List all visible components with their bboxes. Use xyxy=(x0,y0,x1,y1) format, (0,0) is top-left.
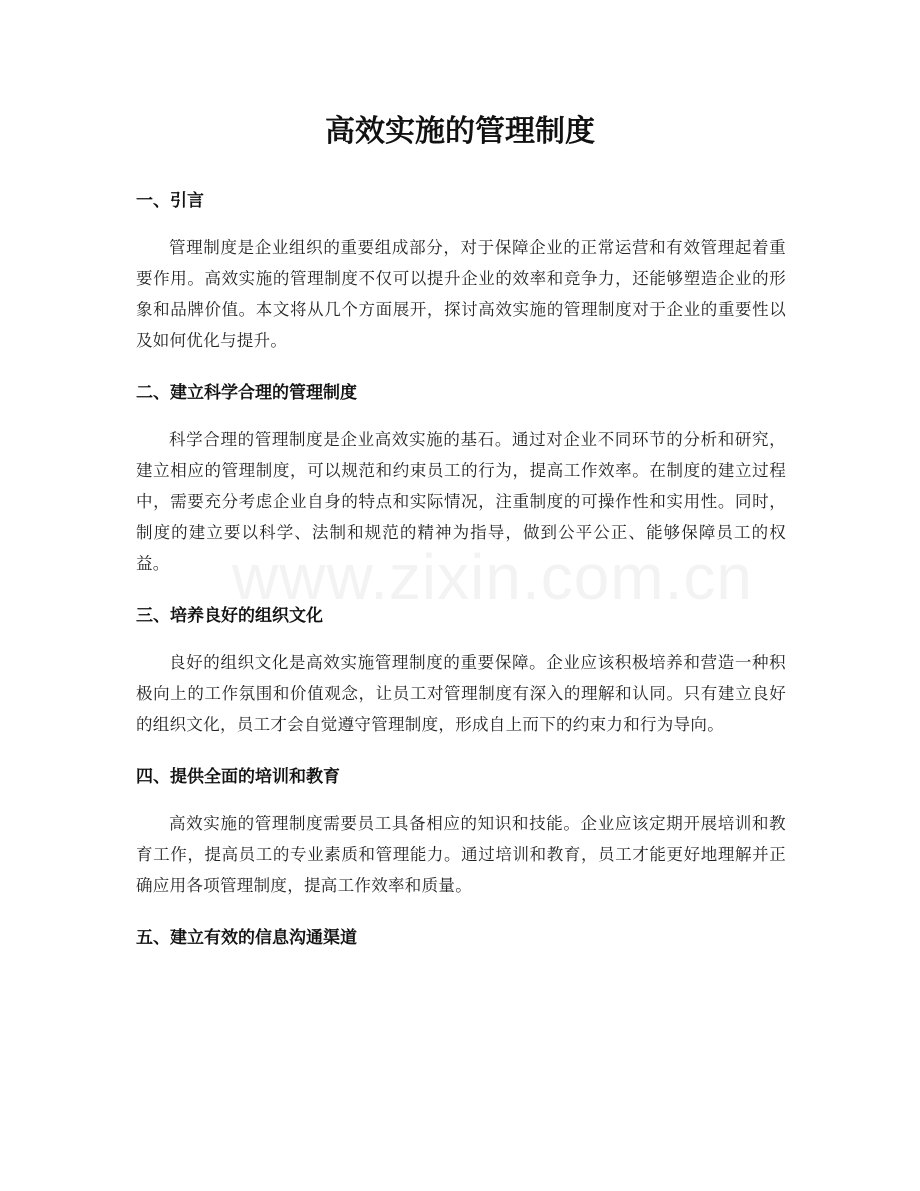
section-heading: 一、引言 xyxy=(136,191,204,211)
section-heading: 二、建立科学合理的管理制度 xyxy=(136,383,357,403)
section-intro xyxy=(136,184,786,356)
section-scientific-system xyxy=(136,376,786,579)
section-heading: 四、提供全面的培训和教育 xyxy=(136,767,340,787)
section-training xyxy=(136,760,786,901)
page-title: 高效实施的管理制度 xyxy=(325,114,595,149)
document-body xyxy=(136,184,786,969)
section-heading: 三、培养良好的组织文化 xyxy=(136,606,323,626)
section-organizational-culture xyxy=(136,599,786,740)
section-heading: 五、建立有效的信息沟通渠道 xyxy=(136,928,357,948)
section-paragraph: 高效实施的管理制度需要员工具备相应的知识和技能。企业应该定期开展培训和教育工作，提高员工的专业素质和管理能力。通过培训和教育，员工才能更好地理解并正确应用各项管理制度，提高工作效率和质量。 xyxy=(136,814,786,895)
watermark: www.zixin.com.cn xyxy=(232,541,753,613)
section-communication xyxy=(136,921,786,955)
section-paragraph: 良好的组织文化是高效实施管理制度的重要保障。企业应该积极培养和营造一种积极向上的工作氛围和价值观念，让员工对管理制度有深入的理解和认同。只有建立良好的组织文化，员工才会自觉遵守管理制度，形成自上而下的约束力和行为导向。 xyxy=(136,653,786,734)
section-paragraph: 科学合理的管理制度是企业高效实施的基石。通过对企业不同环节的分析和研究，建立相应的管理制度，可以规范和约束员工的行为，提高工作效率。在制度的建立过程中，需要充分考虑企业自身的特点和实际情况，注重制度的可操作性和实用性。同时，制度的建立要以科学、法制和规范的精神为指导，做到公平公正、能够保障员工的权益。 xyxy=(136,430,786,573)
section-paragraph: 管理制度是企业组织的重要组成部分，对于保障企业的正常运营和有效管理起着重要作用。高效实施的管理制度不仅可以提升企业的效率和竞争力，还能够塑造企业的形象和品牌价值。本文将从几个方面展开，探讨高效实施的管理制度对于企业的重要性以及如何优化与提升。 xyxy=(136,238,786,350)
